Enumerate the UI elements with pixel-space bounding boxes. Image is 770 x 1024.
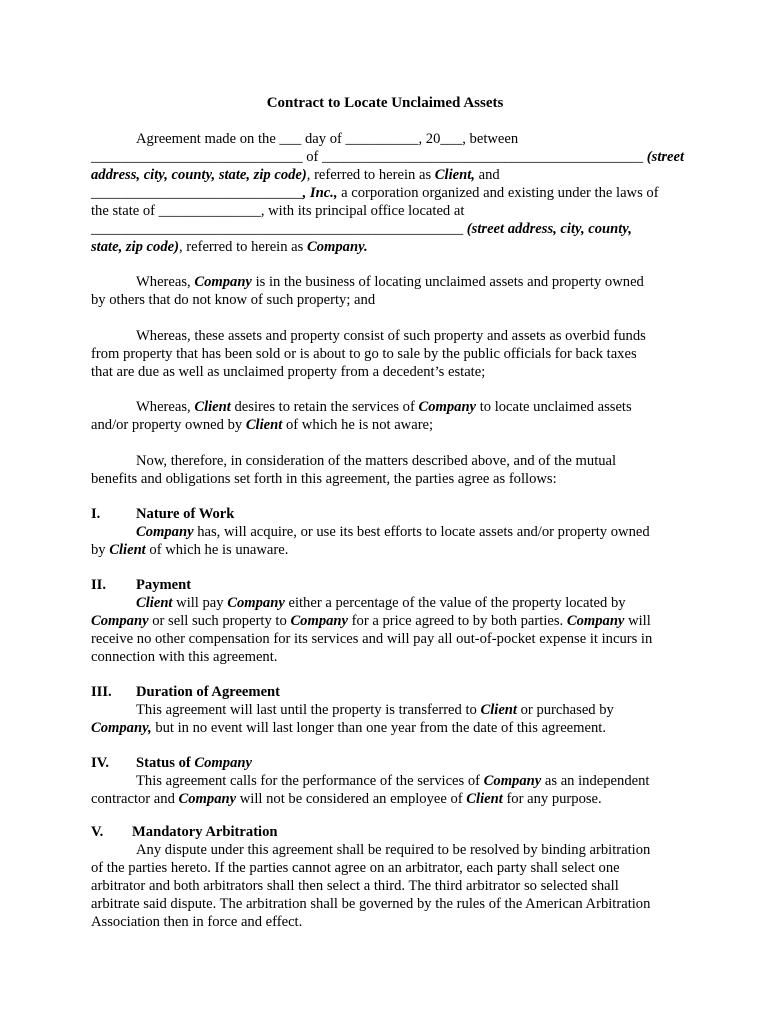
text: by <box>91 542 110 558</box>
whereas3-line-1 <box>91 398 632 416</box>
section-4-heading <box>91 754 252 772</box>
intro-text: , referred to herein as <box>178 239 307 255</box>
client-term: Client <box>109 542 146 558</box>
whereas3-line-2 <box>91 416 433 434</box>
section-5-line-3: arbitrator and both arbitrators shall then select a third. The third arbitrator so selected shall <box>91 878 619 894</box>
section-5-line-5: Association then in force and effect. <box>91 914 303 930</box>
client-term: Client <box>245 417 283 433</box>
section-number: II. <box>91 577 107 593</box>
text: This agreement will last until the property is transferred to <box>136 702 481 718</box>
company-term: Company <box>178 791 237 807</box>
intro-blank: _____________________________ <box>91 185 303 201</box>
section-2-heading <box>91 576 191 594</box>
intro-blank: ___________________________________________________ <box>91 221 467 237</box>
intro-address-label: address, city, county, state, zip code) <box>91 167 307 183</box>
intro-text: and <box>474 167 500 183</box>
section-heading: Duration of Agreement <box>136 684 281 700</box>
text: will pay <box>172 595 228 611</box>
text: desires to retain the services of <box>230 399 419 415</box>
intro-line-6 <box>91 220 632 238</box>
intro-company-term: Company. <box>306 239 368 255</box>
intro-client-term: Client, <box>434 167 475 183</box>
section-4-line-2 <box>91 790 602 808</box>
text: has, will acquire, or use its best efforts to locate assets and/or property owned <box>193 524 650 540</box>
whereas2-line-3: that are due as well as unclaimed property from a decedent’s estate; <box>91 364 486 380</box>
intro-line-2 <box>91 148 684 166</box>
section-heading: Nature of Work <box>136 506 235 522</box>
document-title: Contract to Locate Unclaimed Assets <box>266 95 504 111</box>
company-term: Company, <box>91 720 152 736</box>
therefore-line-1: Now, therefore, in consideration of the matters described above, and of the mutual <box>136 453 617 469</box>
section-number: I. <box>91 506 101 522</box>
intro-zip-label: state, zip code) <box>91 239 179 255</box>
text: of which he is unaware. <box>145 542 289 558</box>
section-1-line-2 <box>91 541 288 559</box>
text: or sell such property to <box>148 613 291 629</box>
section-2-line-3: receive no other compensation for its services and will pay all out-of-pocket expense it incurs in <box>91 631 653 647</box>
intro-street-label: (street address, city, county, <box>466 221 632 237</box>
section-3-heading <box>91 683 280 701</box>
section-2-line-2 <box>91 612 651 630</box>
section-1-heading <box>91 505 234 523</box>
text: is in the business of locating unclaimed assets and property owned <box>251 274 644 290</box>
intro-line-5: the state of ______________, with its principal office located at <box>91 203 465 219</box>
section-3-line-1 <box>91 701 614 719</box>
intro-line-4 <box>91 184 659 202</box>
intro-line-7 <box>91 238 368 256</box>
text: This agreement calls for the performance of the services of <box>136 773 484 789</box>
intro-inc-term: , Inc., <box>302 185 338 201</box>
whereas1-line-2: by others that do not know of such property; and <box>91 292 376 308</box>
text: for a price agreed to by both parties. <box>348 613 567 629</box>
section-5-line-4: arbitrate said dispute. The arbitration shall be governed by the rules of the American Arbitration <box>91 896 651 912</box>
text: contractor and <box>91 791 179 807</box>
section-3-line-2 <box>91 719 606 737</box>
section-heading: Payment <box>136 577 192 593</box>
section-heading: Mandatory Arbitration <box>132 824 278 840</box>
text: Whereas, <box>136 274 195 290</box>
section-5-line-1: Any dispute under this agreement shall be required to be resolved by binding arbitration <box>136 842 651 858</box>
company-term: Company <box>136 524 194 540</box>
whereas2-line-2: from property that has been sold or is about to go to sale by the public officials for back taxes <box>91 346 637 362</box>
intro-street-label: (street <box>646 149 685 165</box>
section-2-line-1 <box>91 594 626 612</box>
client-term: Client <box>466 791 503 807</box>
section-2-line-4: connection with this agreement. <box>91 649 278 665</box>
section-number: III. <box>91 684 112 700</box>
text: will not be considered an employee of <box>236 791 467 807</box>
company-term: Company <box>290 613 349 629</box>
intro-blanks: _____________________________ of ____________________________________________ <box>91 149 647 165</box>
client-term: Client <box>480 702 517 718</box>
text: of which he is not aware; <box>282 417 434 433</box>
company-term: Company <box>566 613 625 629</box>
company-term: Company <box>418 399 477 415</box>
text: either a percentage of the value of the property located by <box>284 595 626 611</box>
text: as an independent <box>541 773 650 789</box>
whereas1-line-1 <box>91 273 644 291</box>
section-4-line-1 <box>91 772 649 790</box>
client-term: Client <box>136 595 173 611</box>
intro-text: , referred to herein as <box>306 167 435 183</box>
text: and/or property owned by <box>91 417 246 433</box>
intro-line-1: Agreement made on the ___ day of __________, 20___, between <box>136 131 519 147</box>
text: to locate unclaimed assets <box>476 399 632 415</box>
intro-text: a corporation organized and existing under the laws of <box>337 185 659 201</box>
company-term: Company <box>194 755 252 771</box>
section-5-heading <box>91 823 278 841</box>
text: or purchased by <box>516 702 614 718</box>
intro-line-3 <box>91 166 500 184</box>
section-heading: Status of <box>136 755 195 771</box>
client-term: Client <box>194 399 231 415</box>
section-number: V. <box>91 824 104 840</box>
text: but in no event will last longer than one year from the date of this agreement. <box>151 720 606 736</box>
company-term: Company <box>194 274 252 290</box>
section-5-line-2: of the parties hereto. If the parties cannot agree on an arbitrator, each party shall select one <box>91 860 620 876</box>
company-term: Company <box>227 595 285 611</box>
text: will <box>624 613 651 629</box>
section-number: IV. <box>91 755 109 771</box>
whereas2-line-1: Whereas, these assets and property consist of such property and assets as overbid funds <box>136 328 646 344</box>
company-term: Company <box>483 773 542 789</box>
company-term: Company <box>91 613 149 629</box>
section-1-line-1 <box>91 523 650 541</box>
text: Whereas, <box>136 399 195 415</box>
text: for any purpose. <box>502 791 602 807</box>
therefore-line-2: benefits and obligations set forth in this agreement, the parties agree as follows: <box>91 471 557 487</box>
